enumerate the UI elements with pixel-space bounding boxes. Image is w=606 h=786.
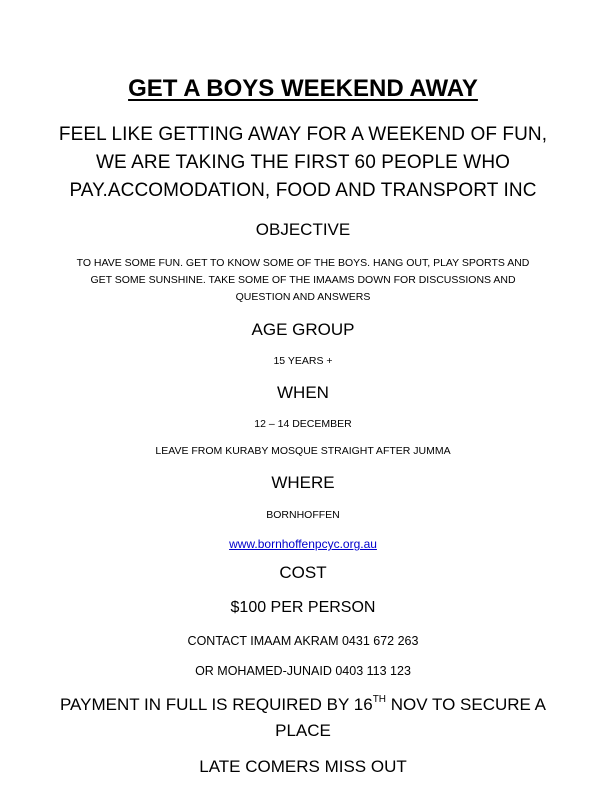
when-departure: LEAVE FROM KURABY MOSQUE STRAIGHT AFTER JUMMA	[155, 445, 451, 457]
age-group-heading: AGE GROUP	[251, 320, 355, 339]
objective-line-3: QUESTION AND ANSWERS	[235, 291, 371, 303]
venue-website-link[interactable]: www.bornhoffenpcyc.org.au	[229, 537, 377, 551]
late-notice: LATE COMERS MISS OUT	[199, 757, 407, 776]
cost-heading: COST	[279, 563, 327, 582]
intro-line-3: PAY.ACCOMODATION, FOOD AND TRANSPORT INC	[69, 180, 537, 201]
contact-line-1: CONTACT IMAAM AKRAM 0431 672 263	[187, 634, 419, 648]
where-heading: WHERE	[271, 473, 335, 492]
payment-line-1	[0, 696, 606, 713]
payment-superscript: TH	[372, 694, 387, 705]
objective-line-1: TO HAVE SOME FUN. GET TO KNOW SOME OF THE BOYS. HANG OUT, PLAY SPORTS AND	[76, 257, 530, 269]
cost-value: $100 PER PERSON	[230, 599, 376, 616]
payment-line-2: PLACE	[275, 721, 331, 740]
intro-line-1: FEEL LIKE GETTING AWAY FOR A WEEKEND OF FUN,	[58, 124, 548, 145]
where-place: BORNHOFFEN	[266, 509, 340, 521]
flyer-title: GET A BOYS WEEKEND AWAY	[128, 75, 478, 102]
payment-text-after: NOV TO SECURE A	[386, 695, 547, 714]
when-heading: WHEN	[277, 383, 329, 402]
payment-text-before: PAYMENT IN FULL IS REQUIRED BY 16	[59, 695, 373, 714]
contact-line-2: OR MOHAMED-JUNAID 0403 113 123	[195, 664, 411, 678]
age-group-value: 15 YEARS +	[273, 355, 333, 367]
intro-line-2: WE ARE TAKING THE FIRST 60 PEOPLE WHO	[95, 152, 511, 173]
objective-heading: OBJECTIVE	[255, 220, 351, 239]
objective-line-2: GET SOME SUNSHINE. TAKE SOME OF THE IMAAMS DOWN FOR DISCUSSIONS AND	[90, 274, 516, 286]
when-dates: 12 – 14 DECEMBER	[254, 418, 352, 430]
